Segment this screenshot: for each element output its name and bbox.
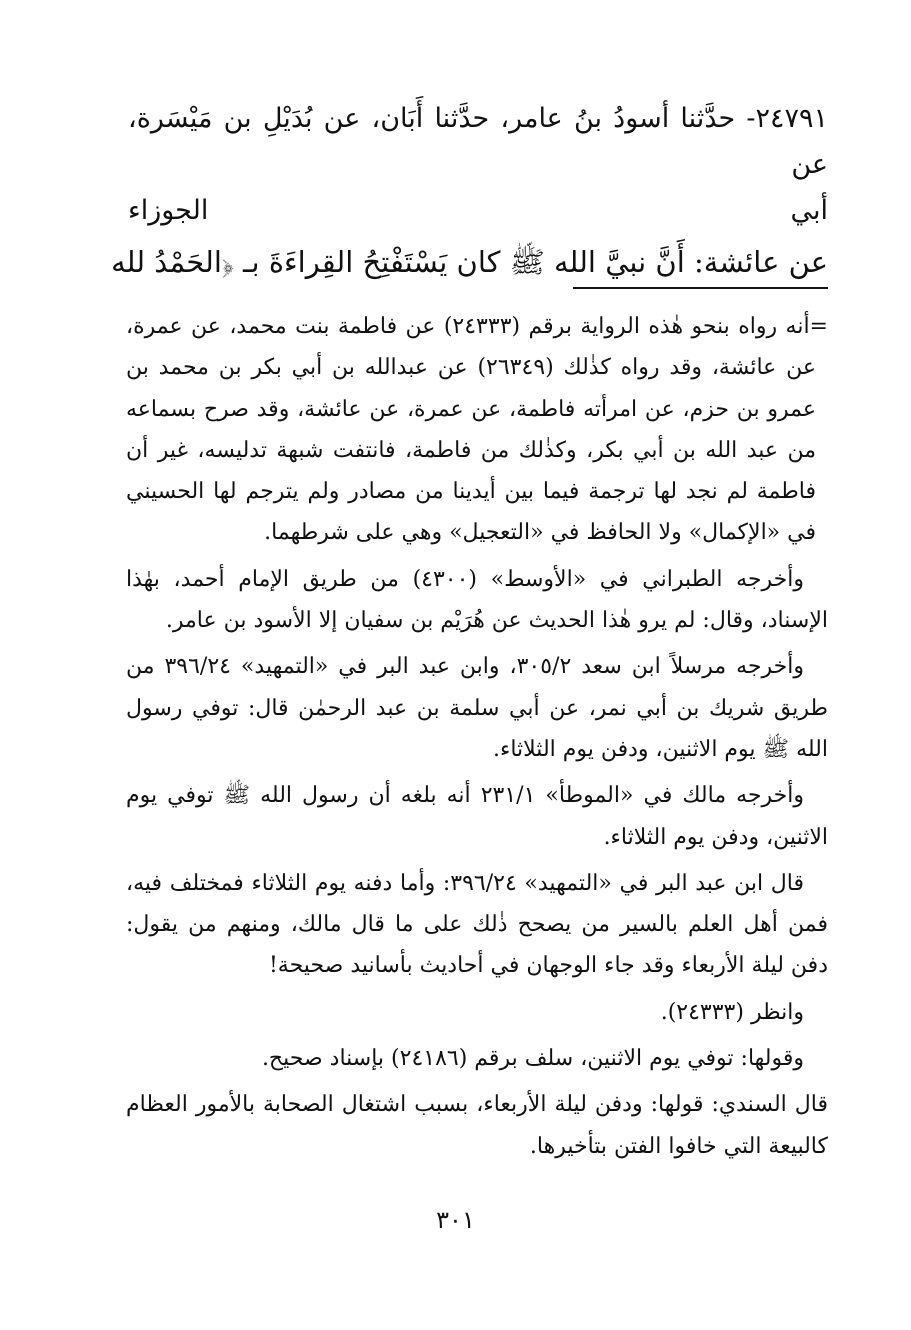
footnote-paragraph: وأخرجه مالك في «الموطأ» ٢٣١/١ أنه بلغه أن رسول الله ﷺ توفي يوم الاثنين، ودفن يوم الثلاثاء. [126,783,828,850]
hadith-text [111,96,828,290]
footnote-paragraph: قال ابن عبد البر في «التمهيد» ٣٩٦/٢٤: وأما دفنه يوم الثلاثاء فمختلف فيه، فمن أهل العلم بالسير من يصحح ذٰلك على ما قال مالك، ومنهم من يقول: دفن ليلة الأربعاء وقد جاء الوجهان في أحاديث بأسانيد صحيحة! [126,870,828,979]
footnote-paragraph: =أنه رواه بنحو هٰذه الرواية برقم (٢٤٣٣٣) عن فاطمة بنت محمد، عن عمرة، عن عائشة، وقد رواه كذٰلك (٢٦٣٤٩) عن عبدالله بن أبي بكر بن محمد بن عمرو بن حزم، عن امرأته فاطمة، عن عمرة، عن عائشة، وقد صرح بسماعه من عبد الله بن أبي بكر، وكذٰلك من فاطمة، فانتفت شبهة تدليسه، غير أن فاطمة لم نجد لها ترجمة فيما بين أيدينا من مصادر ولم يترجم لها الحسيني في «الإكمال» ولا الحافظ في «التعجيل» وهي على شرطهما. [126,314,828,546]
footnote-paragraph: وأخرجه مرسلاً ابن سعد ٣٠٥/٢، وابن عبد البر في «التمهيد» ٣٩٦/٢٤ من طريق شريك بن أبي نمر، عن أبي سلمة بن عبد الرحمٰن قال: توفي رسول الله ﷺ يوم الاثنين، ودفن يوم الثلاثاء. [126,654,828,762]
footnotes [126,306,828,1172]
hadith-isnad [128,96,828,234]
footnote-paragraph: وانظر (٢٤٣٣٣). [660,999,804,1025]
footnote-paragraph: قال السندي: قولها: ودفن ليلة الأربعاء، بسبب اشتغال الصحابة بالأمور العظام كالبيعة التي خافوا الفتن بتأخيرها. [126,1092,828,1159]
hadith-isnad-line2: أبي الجوزاء [128,195,828,226]
page-number: ٣٠١ [436,1206,475,1234]
footnote-paragraph: وأخرجه الطبراني في «الأوسط» (٤٣٠٠) من طريق الإمام أحمد، بهٰذا الإسناد، وقال: لم يرو هٰذا الحديث عن هُرَيْم بن سفيان إلا الأسود بن عامر. [126,566,828,634]
footnote-divider [573,287,828,289]
hadith-matn: عن عائشة: أَنَّ نبيَّ الله ﷺ كان يَسْتَفْتِحُ القِراءَةَ بـ ﴿الحَمْدُ لله [111,245,828,279]
hadith-isnad-line1: ٢٤٧٩١- حدَّثنا أسودُ بنُ عامر، حدَّثنا أَبَان، عن بُدَيْلِ بن مَيْسَرة، عن [128,103,828,180]
footnote-paragraph: وقولها: توفي يوم الاثنين، سلف برقم (٢٤١٨٦) بإسناد صحيح. [261,1046,804,1072]
